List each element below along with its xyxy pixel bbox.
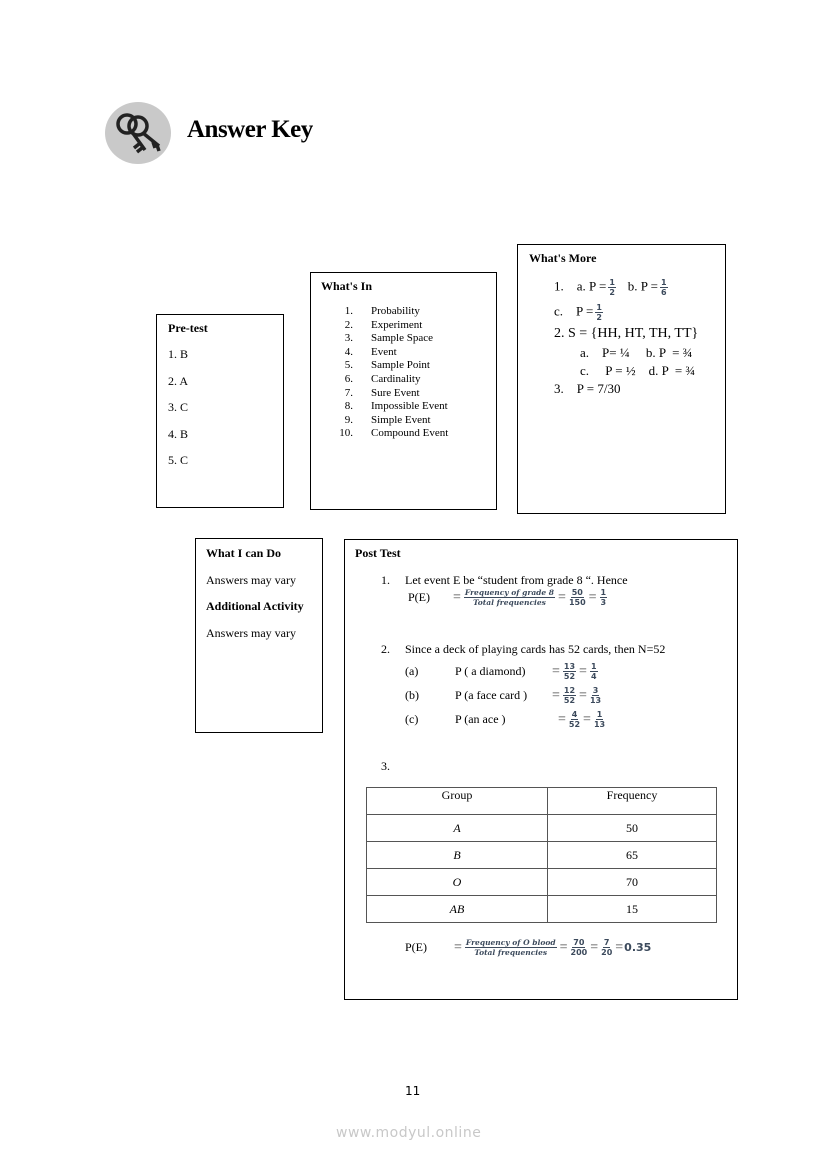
what-i-can-do-answer: Answers may vary <box>206 573 296 587</box>
keys-icon <box>105 102 171 164</box>
watermark: www.modyul.online <box>336 1125 482 1141</box>
q1-text: Let event E be “student from grade 8 “. Hence <box>405 573 628 587</box>
fraction: $\frac{1}{3}$ <box>600 588 607 607</box>
whats-more-line-3: 3. P = 7/30 <box>554 381 621 396</box>
table-row <box>367 815 717 842</box>
table-cell: AB <box>367 896 548 923</box>
table-header: Frequency <box>548 788 717 815</box>
q2-part: (b) P (a face card ) = $\frac{12}{52}$ = $\frac{3}{13}$ <box>405 686 602 705</box>
q3-number: 3. <box>381 759 390 773</box>
fraction: $\frac{1}{13}$ <box>593 710 606 729</box>
q2-number: 2. <box>381 642 390 656</box>
additional-activity-answer: Answers may vary <box>206 626 296 640</box>
whats-more-line-2c: c. P = ½ d. P = ¾ <box>580 363 696 378</box>
fraction: $\frac{1}{2}$ <box>609 278 615 297</box>
table-cell: 65 <box>548 842 717 869</box>
text: c. P = <box>554 303 594 319</box>
fraction: $\frac{12}{52}$ <box>563 686 576 705</box>
table-row <box>367 869 717 896</box>
q2-part: (a) P ( a diamond) = $\frac{13}{52}$ = $\frac{1}{4}$ <box>405 662 597 681</box>
whats-more-title: What's More <box>529 251 597 265</box>
fraction: $\frac{\text{Frequency of O blood}}{\text{Total frequencies}}$ <box>465 938 556 957</box>
pretest-title: Pre-test <box>168 321 208 335</box>
table-row <box>367 842 717 869</box>
q3-formula: P(E) = $\frac{\text{Frequency of O blood}}{\text{Total frequencies}}$ = $\frac{70}{200}$ = $\frac{7}{20}$ =0.35 <box>405 938 652 957</box>
table-cell: A <box>367 815 548 842</box>
pretest-item: 1. B <box>168 347 189 361</box>
whats-more-line-2: 2. S = {HH, HT, TH, TT} <box>554 326 699 341</box>
fraction: $\frac{3}{13}$ <box>589 686 602 705</box>
whats-in-box <box>310 272 497 510</box>
table-cell: 70 <box>548 869 717 896</box>
fraction: $\frac{50}{150}$ <box>568 588 586 607</box>
whats-in-item: 5. Sample Point <box>344 359 430 372</box>
whats-in-title: What's In <box>321 279 373 293</box>
q1-formula: P(E) = $\frac{\text{Frequency of grade 8}}{\text{Total frequencies}}$ = $\frac{50}{150}$ = $\frac{1}{3}$ <box>408 588 607 607</box>
post-test-title: Post Test <box>355 546 401 560</box>
result: 0.35 <box>624 941 652 954</box>
page-title: Answer Key <box>187 116 313 143</box>
whats-more-line-2a: a. P= ¼ b. P = ¾ <box>580 345 693 360</box>
pretest-item: 3. C <box>168 400 189 414</box>
whats-in-item: 2. Experiment <box>344 318 423 331</box>
pretest-item: 5. C <box>168 453 189 467</box>
whats-in-item: 6. Cardinality <box>344 372 421 385</box>
pretest-item: 4. B <box>168 427 189 441</box>
blood-group-table <box>366 787 717 923</box>
what-i-can-do-title: What I can Do <box>206 546 282 560</box>
whats-in-item: 1. Probability <box>344 305 420 317</box>
whats-in-item: 3. Sample Space <box>344 332 434 345</box>
whats-more-line-1c <box>554 303 605 322</box>
table-cell: 15 <box>548 896 717 923</box>
q1-number: 1. <box>381 573 390 587</box>
whats-in-item: 10. Compound Event <box>339 427 449 440</box>
pretest-item: 2. A <box>168 374 189 388</box>
text: b. P = <box>627 278 659 294</box>
fraction: $\frac{4}{52}$ <box>568 710 581 729</box>
table-cell: O <box>367 869 548 896</box>
fraction: $\frac{\text{Frequency of grade 8}}{\text{Total frequencies}}$ <box>464 588 555 607</box>
fraction: $\frac{70}{200}$ <box>570 938 588 957</box>
additional-activity-title: Additional Activity <box>206 599 304 613</box>
post-test-box <box>344 539 738 1000</box>
whats-in-item: 7. Sure Event <box>344 386 420 399</box>
fraction: $\frac{13}{52}$ <box>563 662 576 681</box>
fraction: $\frac{1}{4}$ <box>590 662 597 681</box>
table-cell: 50 <box>548 815 717 842</box>
fraction: $\frac{1}{6}$ <box>661 278 667 297</box>
whats-more-box <box>517 244 726 514</box>
what-i-can-do-box <box>195 538 323 733</box>
q2-part: (c) P (an ace ) = $\frac{4}{52}$ = $\frac{1}{13}$ <box>405 710 606 729</box>
whats-more-line-1 <box>554 278 670 297</box>
pretest-box <box>156 314 284 508</box>
table-row <box>367 896 717 923</box>
page-number: 11 <box>405 1084 421 1098</box>
table-cell: B <box>367 842 548 869</box>
text: 1. a. P = <box>554 278 607 294</box>
whats-in-item: 4. Event <box>344 345 397 358</box>
text: P(E) <box>405 940 427 954</box>
fraction: $\frac{1}{2}$ <box>596 303 602 322</box>
q2-text: Since a deck of playing cards has 52 cards, then N=52 <box>405 642 666 656</box>
whats-in-item: 9. Simple Event <box>344 413 431 426</box>
fraction: $\frac{7}{20}$ <box>601 938 613 957</box>
text: P(E) <box>408 590 430 604</box>
table-header: Group <box>367 788 548 815</box>
whats-in-item: 8. Impossible Event <box>344 400 448 413</box>
